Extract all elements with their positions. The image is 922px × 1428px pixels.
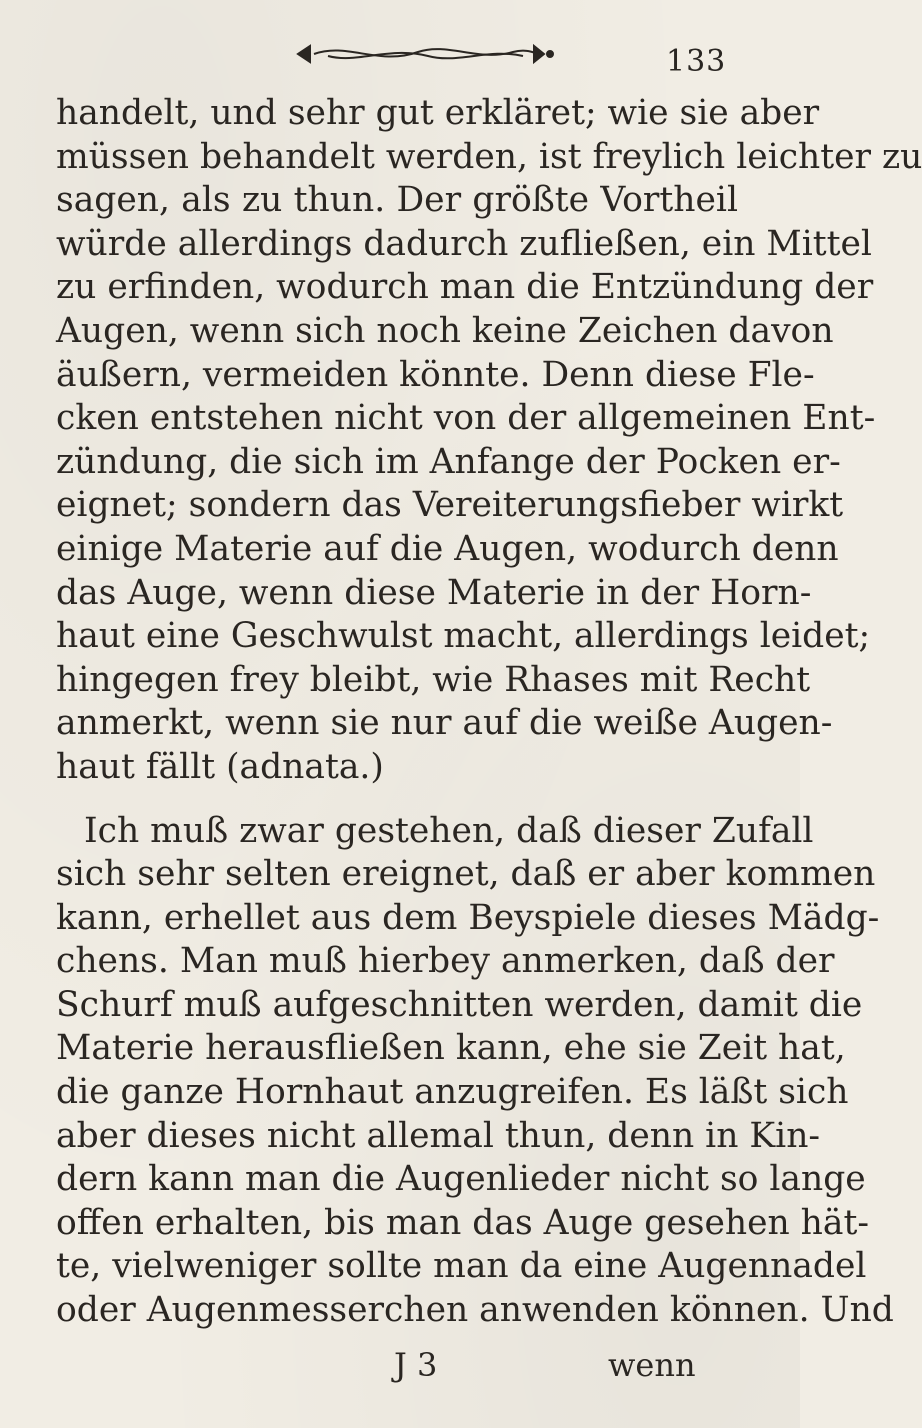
text-line: handelt, und sehr gut erkläret; wie sie aber bbox=[56, 93, 820, 133]
text-line: dern kann man die Augenlieder nicht so lange bbox=[56, 1159, 866, 1200]
text-line: offen erhalten, bis man das Auge gesehen hät- bbox=[56, 1202, 869, 1243]
ornament-icon bbox=[288, 40, 558, 68]
page-number: 133 bbox=[666, 44, 727, 79]
text-line: zu erfinden, wodurch man die Entzündung der bbox=[56, 267, 874, 308]
text-line: chens. Man muß hierbey anmerken, daß der bbox=[56, 941, 835, 982]
body-text bbox=[56, 92, 922, 1333]
page-header bbox=[0, 36, 800, 79]
text-line: anmerkt, wenn sie nur auf die weiße Augen- bbox=[56, 703, 833, 744]
text-line: haut fällt (adnata.) bbox=[56, 746, 384, 787]
text-line: oder Augenmesserchen anwenden können. Und bbox=[56, 1290, 894, 1331]
text-line: zündung, die sich im Anfange der Pocken er- bbox=[56, 441, 841, 482]
text-line: cken entstehen nicht von der allgemeinen Ent- bbox=[56, 398, 876, 439]
text-line: hingegen frey bleibt, wie Rhases mit Recht bbox=[56, 659, 811, 700]
text-line: te, vielweniger sollte man da eine Augennadel bbox=[56, 1246, 867, 1287]
text-line: das Auge, wenn diese Materie in der Horn- bbox=[56, 572, 812, 613]
text-line: Schurf muß aufgeschnitten werden, damit die bbox=[56, 984, 863, 1025]
text-line: haut eine Geschwulst macht, allerdings leidet; bbox=[56, 616, 871, 657]
text-line: Ich muß zwar gestehen, daß dieser Zufall bbox=[84, 810, 814, 851]
text-line: einige Materie auf die Augen, wodurch denn bbox=[56, 528, 839, 569]
signature-mark: J 3 bbox=[394, 1346, 438, 1384]
text-line: kann, erhellet aus dem Beyspiele dieses Mädg- bbox=[56, 897, 880, 938]
paragraph bbox=[56, 92, 922, 790]
text-line: Materie herausfließen kann, ehe sie Zeit hat, bbox=[56, 1028, 846, 1069]
text-line: müssen behandelt werden, ist freylich leichter zu bbox=[56, 136, 922, 177]
text-line: aber dieses nicht allemal thun, denn in Kin- bbox=[56, 1115, 821, 1156]
text-line: würde allerdings dadurch zufließen, ein Mittel bbox=[56, 223, 872, 264]
page-footer bbox=[0, 1346, 800, 1392]
text-line: sagen, als zu thun. Der größte Vortheil bbox=[56, 180, 738, 221]
text-line: Augen, wenn sich noch keine Zeichen davon bbox=[56, 310, 834, 351]
text-line: äußern, vermeiden könnte. Denn diese Fle- bbox=[56, 354, 815, 395]
catchword: wenn bbox=[608, 1346, 696, 1384]
text-line: eignet; sondern das Vereiterungsfieber wirkt bbox=[56, 485, 844, 526]
text-line: die ganze Hornhaut anzugreifen. Es läßt sich bbox=[56, 1072, 849, 1113]
paragraph bbox=[56, 810, 894, 1333]
text-line: sich sehr selten ereignet, daß er aber kommen bbox=[56, 854, 876, 895]
